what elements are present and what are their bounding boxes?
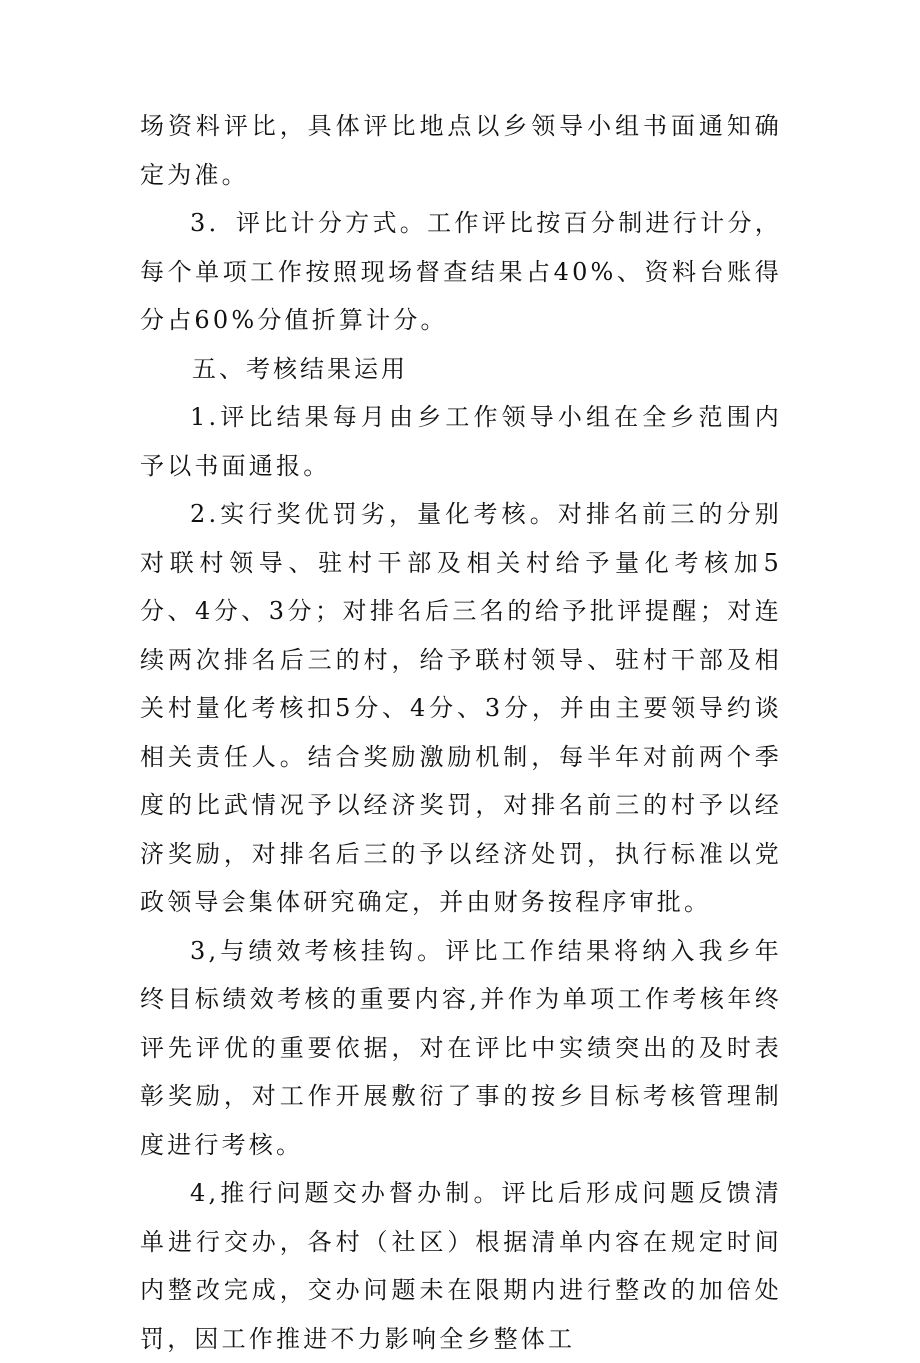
paragraph-item-3-performance-link: 3,与绩效考核挂钩。评比工作结果将纳入我乡年终目标绩效考核的重要内容,并作为单项工作考核年终评先评优的重要依据，对在评比中实绩突出的及时表彰奖励，对工作开展敷衍了事的按乡目标考核管理制度进行考核。 bbox=[140, 936, 782, 1159]
paragraph-scoring-method: 3．评比计分方式。工作评比按百分制进行计分，每个单项工作按照现场督查结果占40%、资料台账得分占60%分值折算计分。 bbox=[140, 209, 782, 334]
paragraph-item-4-issue-supervision: 4,推行问题交办督办制。评比后形成问题反馈清单进行交办，各村（社区）根据清单内容在规定时间内整改完成，交办问题未在限期内进行整改的加倍处罚，因工作推进不力影响全乡整体工 bbox=[140, 1179, 782, 1353]
paragraph-continuation: 场资料评比，具体评比地点以乡领导小组书面通知确定为准。 bbox=[140, 112, 782, 189]
paragraph-item-2-rewards-penalties: 2.实行奖优罚劣，量化考核。对排名前三的分别对联村领导、驻村干部及相关村给予量化考核加5分、4分、3分；对排名后三名的给予批评提醒；对连续两次排名后三的村，给予联村领导、驻村干部及相关村量化考核扣5分、4分、3分，并由主要领导约谈相关责任人。结合奖励激励机制，每半年对前两个季度的比武情况予以经济奖罚，对排名前三的村予以经济奖励，对排名后三的予以经济处罚，执行标准以党政领导会集体研究确定，并由财务按程序审批。 bbox=[140, 500, 782, 916]
section-heading-assessment-results: 五、考核结果运用 bbox=[192, 354, 408, 383]
paragraph-item-1-monthly-report: 1.评比结果每月由乡工作领导小组在全乡范围内予以书面通报。 bbox=[140, 403, 782, 480]
